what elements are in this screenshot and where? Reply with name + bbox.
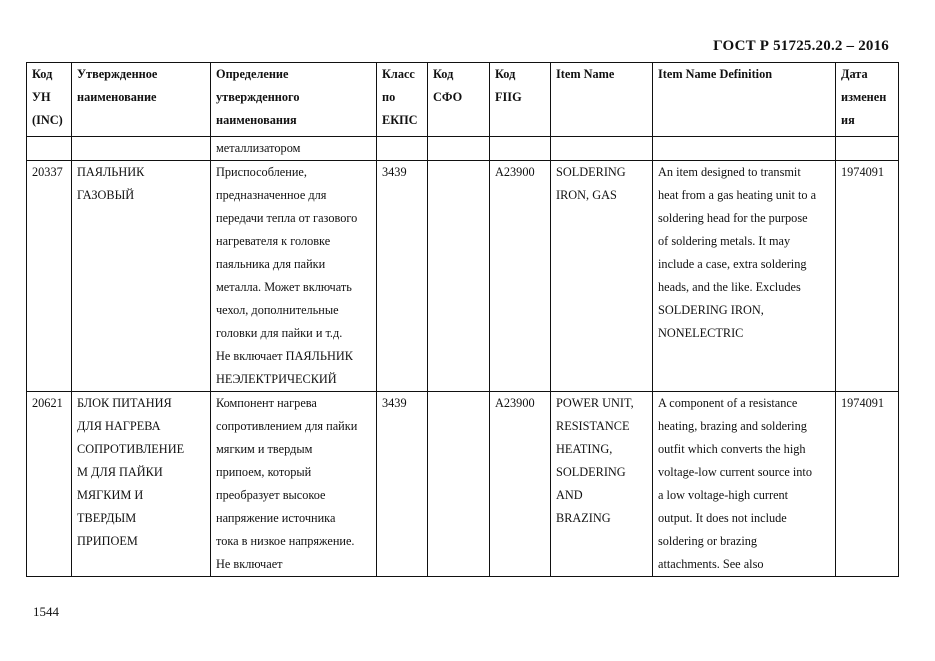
cell-fiig: A23900 <box>490 392 551 577</box>
header-approved-name: Утвержденное наименование <box>72 63 211 137</box>
cell-item-name: POWER UNIT, RESISTANCE HEATING, SOLDERING AND BRAZING <box>551 392 653 577</box>
cell-item-definition: A component of a resistance heating, brazing and soldering outfit which converts the high voltage-low current source into a low voltage-high current output. It does not include soldering or brazing attachments. See also <box>653 392 836 577</box>
items-table <box>26 62 899 577</box>
page-number: 1544 <box>33 604 59 619</box>
table-row <box>27 137 899 161</box>
header-inc: Код УН (INC) <box>27 63 72 137</box>
cell-name: ПАЯЛЬНИК ГАЗОВЫЙ <box>72 161 211 392</box>
cell-fiig: A23900 <box>490 161 551 392</box>
cell-item-definition: An item designed to transmit heat from a gas heating unit to a soldering head for the purpose of soldering metals. It may include a case, extra soldering heads, and the like. Excludes SOLDERING IRON, NONELECTRIC <box>653 161 836 392</box>
cell-class: 3439 <box>377 161 428 392</box>
header-item-definition: Item Name Definition <box>653 63 836 137</box>
cell-inc: 20621 <box>27 392 72 577</box>
cell-date: 1974091 <box>836 392 899 577</box>
document-code: ГОСТ Р 51725.20.2 – 2016 <box>713 38 889 54</box>
cell-name: БЛОК ПИТАНИЯ ДЛЯ НАГРЕВА СОПРОТИВЛЕНИЕ М ДЛЯ ПАЙКИ МЯГКИМ И ТВЕРДЫМ ПРИПОЕМ <box>72 392 211 577</box>
cell-item-name <box>551 137 653 161</box>
cell-sfo <box>428 392 490 577</box>
table-row <box>27 161 899 392</box>
header-sfo: Код СФО <box>428 63 490 137</box>
cell-date: 1974091 <box>836 161 899 392</box>
header-class: Класс по ЕКПС <box>377 63 428 137</box>
cell-fiig <box>490 137 551 161</box>
header-date: Дата изменен ия <box>836 63 899 137</box>
cell-inc <box>27 137 72 161</box>
cell-class: 3439 <box>377 392 428 577</box>
cell-class <box>377 137 428 161</box>
cell-definition: металлизатором <box>211 137 377 161</box>
cell-sfo <box>428 161 490 392</box>
cell-sfo <box>428 137 490 161</box>
cell-item-name: SOLDERING IRON, GAS <box>551 161 653 392</box>
cell-definition: Приспособление, предназначенное для передачи тепла от газового нагревателя к головке паяльника для пайки металла. Может включать чехол, дополнительные головки для пайки и т.д. Не включает ПАЯЛЬНИК НЕЭЛЕКТРИЧЕСКИЙ <box>211 161 377 392</box>
header-definition: Определение утвержденного наименования <box>211 63 377 137</box>
table-header-row <box>27 63 899 137</box>
header-fiig: Код FIIG <box>490 63 551 137</box>
cell-inc: 20337 <box>27 161 72 392</box>
cell-item-definition <box>653 137 836 161</box>
header-item-name: Item Name <box>551 63 653 137</box>
cell-definition: Компонент нагрева сопротивлением для пайки мягким и твердым припоем, который преобразует высокое напряжение источника тока в низкое напряжение. Не включает <box>211 392 377 577</box>
cell-date <box>836 137 899 161</box>
cell-name <box>72 137 211 161</box>
table-row <box>27 392 899 577</box>
